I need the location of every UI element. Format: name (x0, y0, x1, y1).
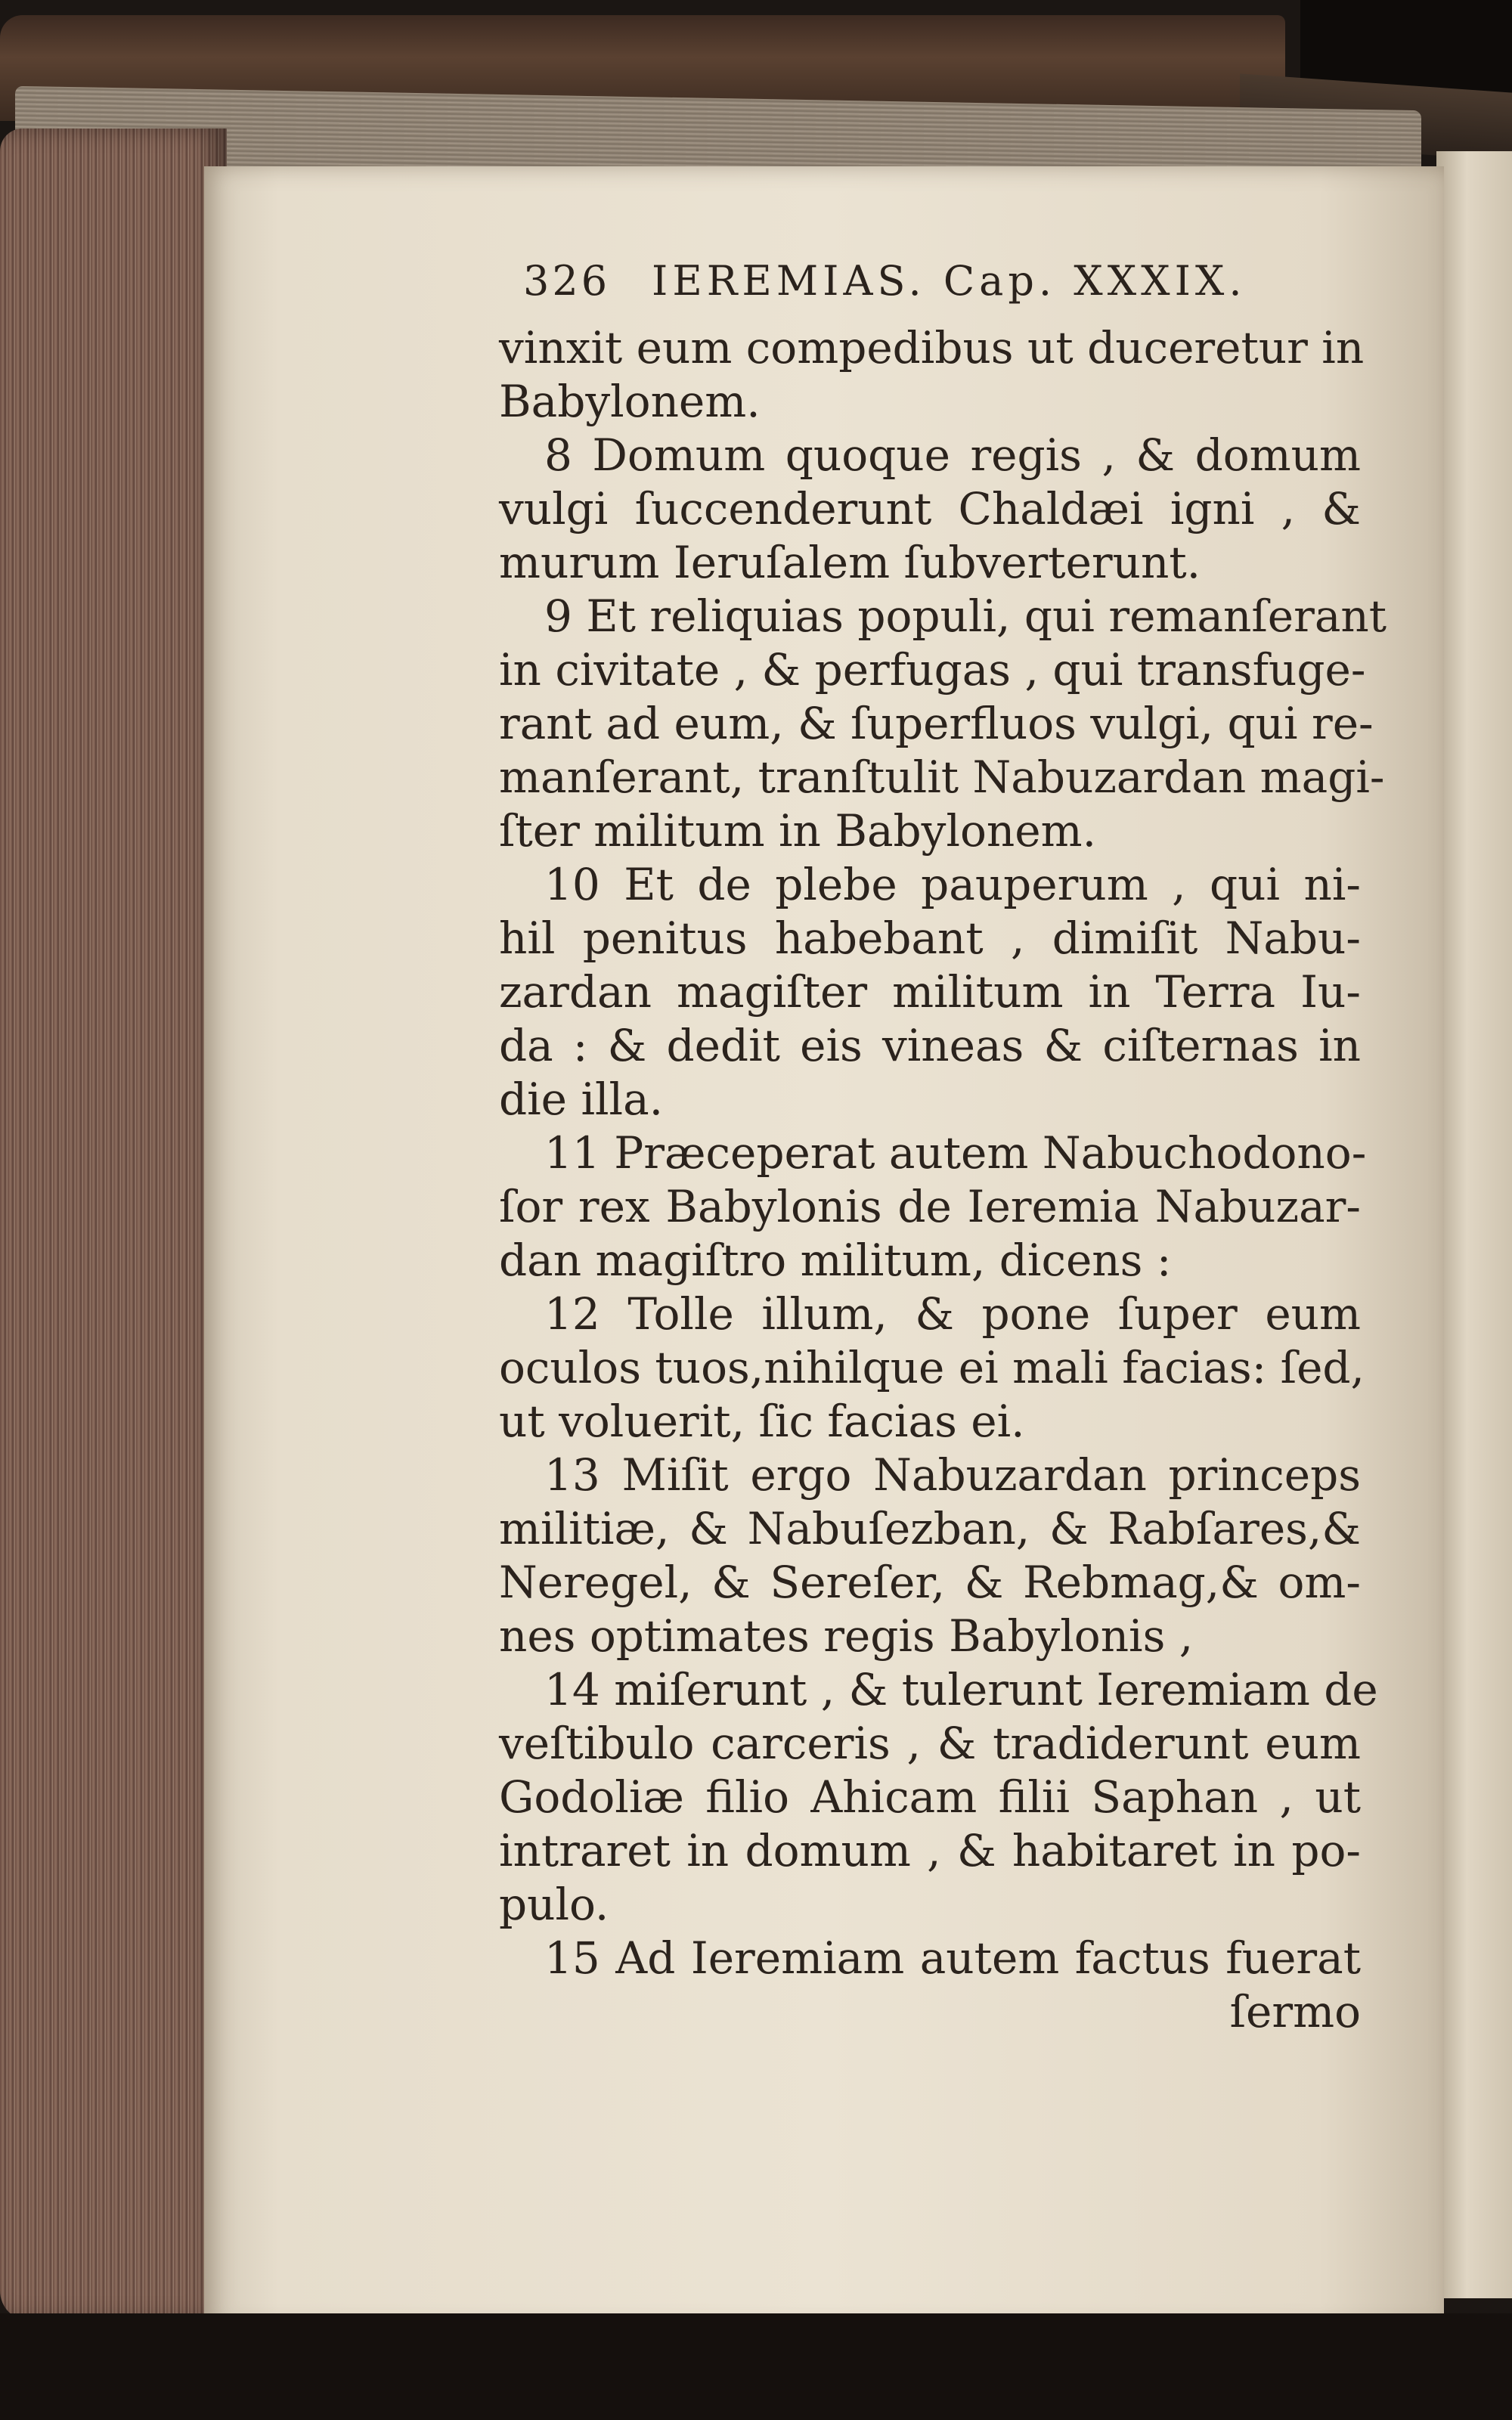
text-line: 15 Ad Ieremiam autem factus fuerat (544, 1932, 1361, 1984)
text-line: nes optimates regis Babylonis , (499, 1610, 1194, 1662)
text-line: Babylonem. (499, 376, 761, 427)
text-line: Neregel, & Sereſer, & Rebmag,& om- (499, 1557, 1361, 1608)
page-stack-left (0, 129, 227, 2321)
facing-page (1436, 151, 1512, 2298)
text-line: ſor rex Babylonis de Ieremia Nabuzar- (499, 1181, 1361, 1232)
text-line: 10 Et de plebe pauperum , qui ni- (544, 859, 1361, 910)
text-line: dan magiſtro militum, dicens : (499, 1235, 1172, 1286)
text-line: 12 Tolle illum, & pone ſuper eum (544, 1288, 1361, 1340)
text-line: Godoliæ filio Ahicam filii Saphan , ut (499, 1771, 1361, 1823)
text-line: militiæ, & Nabuſezban, & Rabſares,& (499, 1503, 1361, 1554)
text-line: 14 miſerunt , & tulerunt Ieremiam de (544, 1664, 1378, 1715)
text-line: rant ad eum, & ſuperfluos vulgi, qui re- (499, 698, 1374, 749)
text-line: veſtibulo carceris , & tradiderunt eum (499, 1718, 1361, 1769)
page-number: 326 (523, 257, 611, 305)
running-title: IEREMIAS. Cap. XXXIX. (652, 257, 1247, 305)
catchword: ſermo (1229, 1986, 1361, 2037)
text-line: murum Ieruſalem ſubverterunt. (499, 537, 1201, 588)
text-line: pulo. (499, 1879, 609, 1930)
text-line: die illa. (499, 1074, 664, 1125)
text-line: 11 Præceperat autem Nabuchodono- (544, 1127, 1367, 1179)
text-line: 13 Miſit ergo Nabuzardan princeps (544, 1449, 1361, 1501)
text-line: 8 Domum quoque regis , & domum (544, 429, 1361, 481)
text-line: manſerant, tranſtulit Nabuzardan magi- (499, 751, 1385, 803)
running-header (523, 257, 1302, 318)
text-line: da : & dedit eis vineas & ciſternas in (499, 1020, 1361, 1071)
text-line: zardan magiſter militum in Terra Iu- (499, 966, 1361, 1018)
text-line: in civitate , & perfugas , qui transfuge- (499, 644, 1366, 696)
text-line: ſter militum in Babylonem. (499, 805, 1097, 857)
text-line: 9 Et reliquias populi, qui remanſerant (544, 590, 1387, 642)
text-line: hil penitus habebant , dimiſit Nabu- (499, 913, 1361, 964)
background-bottom (0, 2313, 1512, 2420)
text-line: vinxit eum compedibus ut duceretur in (499, 322, 1365, 373)
text-line: ut voluerit, ſic facias ei. (499, 1396, 1025, 1447)
text-line: intraret in domum , & habitaret in po- (499, 1825, 1361, 1876)
text-line: oculos tuos,nihilque ei mali facias: ſed, (499, 1342, 1365, 1393)
text-line: vulgi ſuccenderunt Chaldæi igni , & (499, 483, 1361, 535)
verse-text (499, 321, 1387, 2039)
